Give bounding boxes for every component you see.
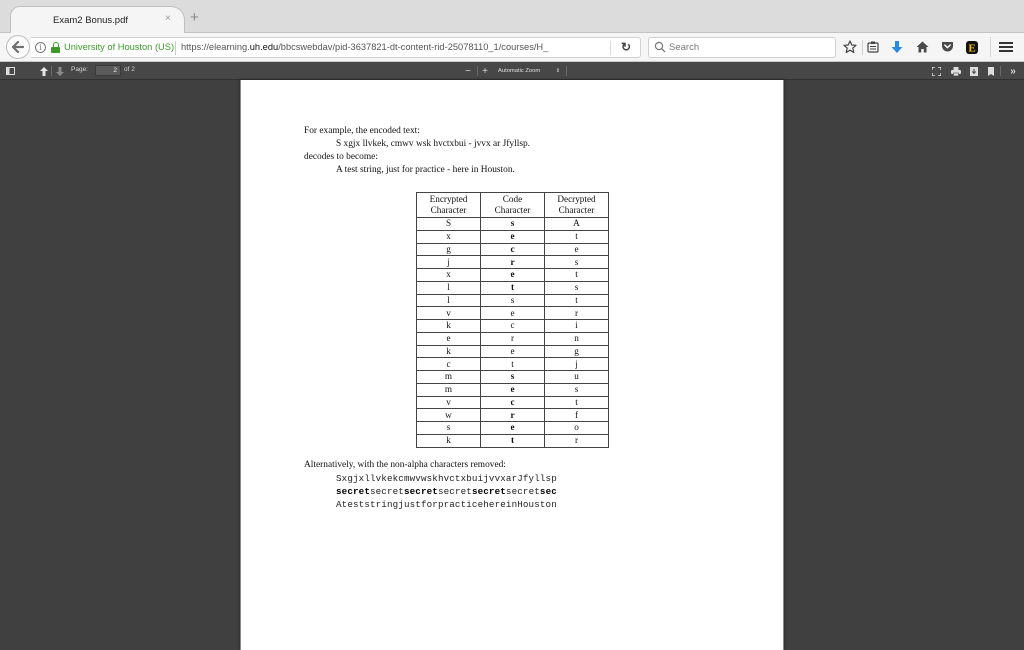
cell-code: e xyxy=(481,307,545,320)
zoom-value: Automatic Zoom xyxy=(498,68,541,74)
cell-decrypted: t xyxy=(545,269,609,282)
lock-icon[interactable] xyxy=(51,42,60,53)
cell-code: r xyxy=(481,256,545,269)
cell-decrypted: f xyxy=(545,409,609,422)
navigation-bar xyxy=(0,33,1024,62)
decoded-text: A test string, just for practice - here in Houston. xyxy=(336,165,515,175)
url-text[interactable] xyxy=(181,42,548,52)
toolbar-separator xyxy=(566,66,567,76)
cell-encrypted: c xyxy=(417,358,481,371)
pocket-icon[interactable] xyxy=(939,39,955,55)
cell-decrypted: t xyxy=(545,230,609,243)
cell-encrypted: k xyxy=(417,345,481,358)
cell-decrypted: i xyxy=(545,320,609,333)
home-icon[interactable] xyxy=(914,39,930,55)
cell-encrypted: e xyxy=(417,332,481,345)
url-suffix: /bbcswebdav/pid-3637821-dt-content-rid-25078110_1/courses/H_ xyxy=(278,42,549,52)
url-prefix: https://elearning. xyxy=(181,42,250,52)
table-body xyxy=(417,218,609,448)
page-number-input[interactable] xyxy=(95,65,121,76)
next-page-icon[interactable] xyxy=(55,64,64,78)
cell-code: e xyxy=(481,345,545,358)
cell-decrypted: g xyxy=(545,345,609,358)
previous-page-icon[interactable] xyxy=(39,64,48,78)
key-segment: secret xyxy=(437,486,472,497)
pdf-page xyxy=(240,80,784,650)
toolbar-separator xyxy=(51,66,52,76)
alt-encrypted-string: SxgjxllvkekcmwvwskhvctxbuijvvxarJfyllsp xyxy=(336,473,557,484)
tab-title: Exam2 Bonus.pdf xyxy=(53,15,128,26)
cell-decrypted: A xyxy=(545,218,609,231)
svg-text:E: E xyxy=(968,42,976,54)
toolbar-separator xyxy=(477,66,478,76)
cell-encrypted: x xyxy=(417,230,481,243)
cell-decrypted: n xyxy=(545,332,609,345)
table-row xyxy=(417,218,609,231)
key-segment: secret xyxy=(403,486,438,497)
cell-code: c xyxy=(481,243,545,256)
page-label: Page: xyxy=(71,66,88,73)
bookmark-star-icon[interactable] xyxy=(842,39,858,55)
reload-icon[interactable]: ↻ xyxy=(621,40,632,54)
zoom-select[interactable] xyxy=(494,65,564,77)
cell-encrypted: k xyxy=(417,434,481,447)
cell-encrypted: x xyxy=(417,269,481,282)
url-divider xyxy=(175,41,176,55)
toolbar-divider xyxy=(990,37,991,57)
intro-text: For example, the encoded text: xyxy=(304,126,420,136)
menu-icon[interactable] xyxy=(998,39,1014,55)
header-code: Code Character xyxy=(481,193,545,218)
cell-encrypted: s xyxy=(417,422,481,435)
alt-key-string xyxy=(336,486,557,497)
cell-encrypted: S xyxy=(417,218,481,231)
header-encrypted: Encrypted Character xyxy=(417,193,481,218)
cell-code: e xyxy=(481,269,545,282)
table-row xyxy=(417,269,609,282)
table-row xyxy=(417,345,609,358)
search-bar[interactable] xyxy=(648,37,836,58)
url-domain: uh.edu xyxy=(249,42,279,52)
table-row xyxy=(417,281,609,294)
table-row xyxy=(417,307,609,320)
cell-decrypted: u xyxy=(545,371,609,384)
cell-code: e xyxy=(481,230,545,243)
table-row xyxy=(417,409,609,422)
key-segment: secret xyxy=(369,486,404,497)
table-row xyxy=(417,243,609,256)
info-icon[interactable]: i xyxy=(35,42,46,53)
header-decrypted: Decrypted Character xyxy=(545,193,609,218)
cell-decrypted: e xyxy=(545,243,609,256)
search-placeholder: Search xyxy=(669,42,700,53)
cell-decrypted: r xyxy=(545,434,609,447)
url-bar[interactable] xyxy=(31,37,641,58)
search-icon xyxy=(654,41,666,53)
toolbar-separator xyxy=(1000,66,1001,76)
back-arrow-icon xyxy=(12,41,24,53)
table-header-row xyxy=(417,193,609,218)
table-row xyxy=(417,256,609,269)
cell-decrypted: s xyxy=(545,281,609,294)
cell-encrypted: v xyxy=(417,396,481,409)
table-row xyxy=(417,332,609,345)
pdf-toolbar xyxy=(0,62,1024,80)
cell-decrypted: s xyxy=(545,256,609,269)
cell-code: s xyxy=(481,371,545,384)
cell-encrypted: v xyxy=(417,307,481,320)
cell-encrypted: m xyxy=(417,383,481,396)
cell-decrypted: j xyxy=(545,358,609,371)
cell-code: s xyxy=(481,218,545,231)
cipher-table xyxy=(416,192,609,448)
page-count: of 2 xyxy=(124,66,135,73)
table-row xyxy=(417,383,609,396)
cell-decrypted: s xyxy=(545,383,609,396)
key-segment: secret xyxy=(505,486,540,497)
download-pdf-icon[interactable] xyxy=(968,64,979,78)
key-segment: sec xyxy=(539,486,557,497)
zoom-in-button[interactable]: + xyxy=(482,65,488,77)
print-icon[interactable] xyxy=(950,64,961,78)
alt-decrypted-string: AteststringjustforpracticehereinHouston xyxy=(336,499,557,510)
tab-strip xyxy=(0,0,1024,33)
key-segment: secret xyxy=(336,486,370,497)
presentation-mode-icon[interactable] xyxy=(931,64,942,78)
new-tab-button[interactable]: + xyxy=(190,9,199,26)
cell-code: r xyxy=(481,332,545,345)
extension-icon[interactable] xyxy=(964,39,980,55)
url-divider-right xyxy=(610,41,611,55)
cell-code: e xyxy=(481,383,545,396)
cell-decrypted: r xyxy=(545,307,609,320)
cell-code: t xyxy=(481,434,545,447)
decodes-text: decodes to become: xyxy=(304,152,378,162)
tab-exam2-bonus[interactable] xyxy=(10,6,185,34)
cell-encrypted: l xyxy=(417,281,481,294)
cell-code: e xyxy=(481,422,545,435)
table-row xyxy=(417,371,609,384)
cell-encrypted: m xyxy=(417,371,481,384)
table-row xyxy=(417,358,609,371)
cell-decrypted: t xyxy=(545,294,609,307)
table-row xyxy=(417,230,609,243)
cell-encrypted: w xyxy=(417,409,481,422)
cell-code: t xyxy=(481,281,545,294)
downloads-icon[interactable] xyxy=(889,39,905,55)
toolbar-divider xyxy=(862,40,863,55)
sidebar-toggle-icon[interactable] xyxy=(5,64,15,78)
cell-code: t xyxy=(481,358,545,371)
table-row xyxy=(417,422,609,435)
key-segment: secret xyxy=(471,486,506,497)
site-identity[interactable]: University of Houston (US) xyxy=(64,42,175,52)
cell-encrypted: j xyxy=(417,256,481,269)
cell-encrypted: l xyxy=(417,294,481,307)
table-row xyxy=(417,294,609,307)
cell-decrypted: o xyxy=(545,422,609,435)
pdf-viewer[interactable] xyxy=(0,80,1024,640)
encoded-text: S xgjx llvkek, cmwv wsk hvctxbui - jvvx ar Jfyllsp. xyxy=(336,139,530,149)
bookmark-icon[interactable] xyxy=(986,64,995,78)
table-row xyxy=(417,434,609,447)
close-tab-icon[interactable]: × xyxy=(165,13,171,24)
cell-decrypted: t xyxy=(545,396,609,409)
back-button[interactable] xyxy=(6,35,30,59)
cell-code: r xyxy=(481,409,545,422)
reading-list-icon[interactable] xyxy=(865,39,881,55)
cell-code: c xyxy=(481,320,545,333)
cell-code: c xyxy=(481,396,545,409)
table-row xyxy=(417,320,609,333)
cell-encrypted: g xyxy=(417,243,481,256)
cell-encrypted: k xyxy=(417,320,481,333)
select-arrows-icon: ⇕ xyxy=(555,68,560,74)
tools-menu-icon[interactable]: » xyxy=(1010,65,1016,77)
alternative-intro: Alternatively, with the non-alpha characters removed: xyxy=(304,460,506,470)
cell-code: s xyxy=(481,294,545,307)
zoom-out-button[interactable]: − xyxy=(465,65,471,77)
table-row xyxy=(417,396,609,409)
